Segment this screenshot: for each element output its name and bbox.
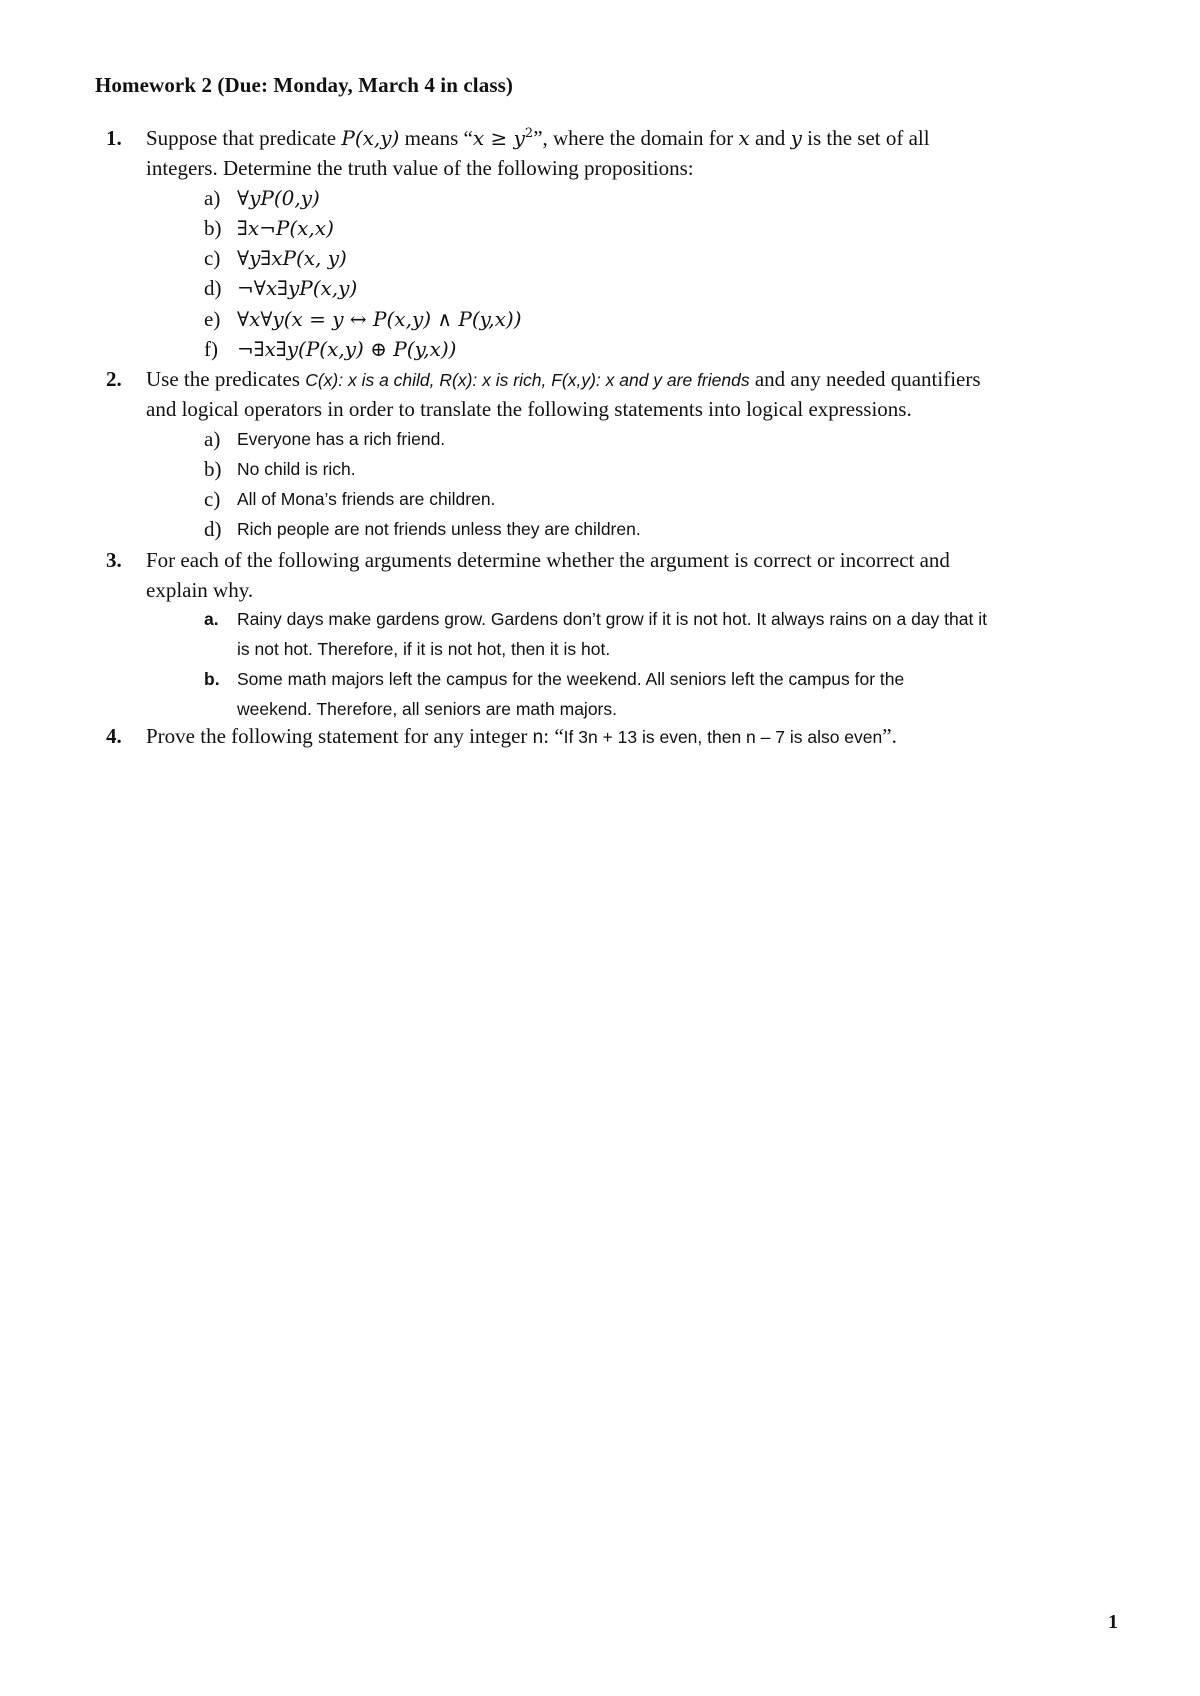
q2-text-part: Use the predicates [146, 367, 306, 391]
q4-text-part: ”. [882, 724, 897, 748]
question-2-number: 2. [106, 367, 122, 391]
q1-item-expression: ∀x∀y(x = y ↔ P(x,y) ∧ P(y,x)) [237, 307, 522, 331]
question-1-line-1 [146, 126, 930, 151]
q3-item-line-2: is not hot. Therefore, if it is not hot, then it is hot. [237, 639, 611, 659]
question-4-line [146, 724, 897, 749]
q3-item-line-2: weekend. Therefore, all seniors are math majors. [237, 699, 617, 719]
q2-item-text: Everyone has a rich friend. [237, 429, 446, 449]
page-number: 1 [1108, 1611, 1118, 1633]
q1-item-letter: b) [204, 216, 222, 240]
q3-item-letter: b. [204, 669, 220, 689]
q1-item-letter: d) [204, 276, 222, 300]
q1-item-expression: ¬∃x∃y(P(x,y) ⊕ P(y,x)) [237, 337, 457, 361]
question-3-number: 3. [106, 548, 122, 572]
q4-var-n: n [532, 727, 544, 748]
q1-exponent: 2 [524, 126, 534, 141]
q2-item-text: All of Mona’s friends are children. [237, 489, 496, 509]
q2-item-letter: b) [204, 457, 222, 481]
q3-item-line-1: Some math majors left the campus for the weekend. All seniors left the campus for the [237, 669, 905, 689]
q4-statement: If 3n + 13 is even, then n – 7 is also even [563, 727, 883, 747]
q2-predicate-r: R(x): x is rich, [439, 370, 552, 390]
q1-item-letter: c) [204, 246, 221, 270]
q2-text-part: and any needed quantifiers [749, 367, 981, 391]
q4-text-part: Prove the following statement for any integer [146, 724, 533, 748]
q2-item-text: No child is rich. [237, 459, 356, 479]
q1-var-x: x [738, 126, 750, 150]
question-3-line-1: For each of the following arguments determine whether the argument is correct or incorrect and [146, 548, 950, 572]
q1-item-expression: ∀y∃xP(x, y) [237, 246, 347, 270]
page-title: Homework 2 (Due: Monday, March 4 in class) [95, 73, 513, 97]
q1-item-expression: ∀yP(0,y) [237, 186, 320, 210]
q1-item-letter: f) [204, 337, 218, 361]
q1-text-part: and [749, 126, 791, 150]
q1-predicate: P(x,y) [341, 126, 400, 150]
q1-relation: x ≥ y [472, 126, 525, 150]
q2-item-letter: c) [204, 487, 221, 511]
q1-text-part: Suppose that predicate [146, 126, 342, 150]
q2-item-letter: d) [204, 517, 222, 541]
question-4-number: 4. [106, 724, 122, 748]
q1-item-expression: ∃x¬P(x,x) [237, 216, 334, 240]
question-1-line-2: integers. Determine the truth value of the following propositions: [146, 156, 694, 180]
q1-text-part: is the set of all [801, 126, 930, 150]
q1-item-letter: e) [204, 307, 221, 331]
q1-text-part: ”, where the domain for [533, 126, 739, 150]
q2-item-text: Rich people are not friends unless they are children. [237, 519, 641, 539]
q1-item-expression: ¬∀x∃yP(x,y) [237, 276, 358, 300]
q1-item-letter: a) [204, 186, 221, 210]
q2-predicate-c: C(x): x is a child, [305, 370, 440, 390]
q3-item-line-1: Rainy days make gardens grow. Gardens don’t grow if it is not hot. It always rains on a day that it [237, 609, 987, 629]
q3-item-letter: a. [204, 609, 219, 629]
question-3-line-2: explain why. [146, 578, 254, 602]
q1-var-y: y [790, 126, 802, 150]
q2-predicate-f: F(x,y): x and y are friends [551, 370, 750, 390]
question-2-line-1 [146, 367, 981, 392]
q4-text-part: : “ [543, 724, 564, 748]
question-2-line-2: and logical operators in order to translate the following statements into logical expressions. [146, 397, 912, 421]
question-1-number: 1. [106, 126, 122, 150]
q2-item-letter: a) [204, 427, 221, 451]
q1-text-part: means “ [399, 126, 473, 150]
